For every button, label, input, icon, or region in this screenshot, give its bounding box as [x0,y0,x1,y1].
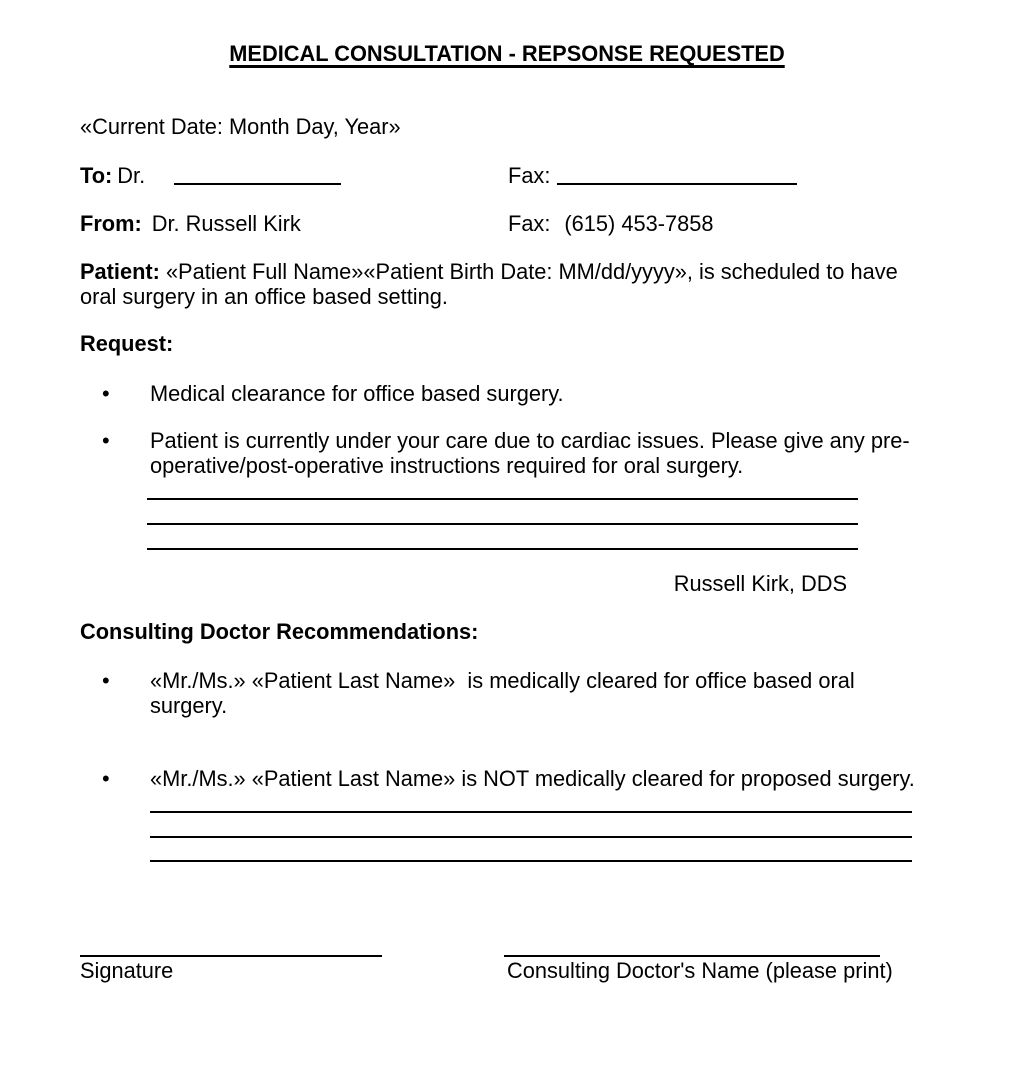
to-line [80,163,1014,188]
from-line [80,211,1014,236]
recommendation-blank-line-1 [150,811,912,813]
recommendation-bullet-text: «Mr./Ms.» «Patient Last Name» is medically cleared for office based oral surgery. [150,668,861,718]
signature-blank-line [80,955,382,957]
from-fax-group [508,211,713,236]
form-title: MEDICAL CONSULTATION - REPSONSE REQUESTED [229,41,785,66]
from-fax-number: (615) 453-7858 [564,211,714,236]
instructions-blank-line-1 [147,498,858,500]
to-fax-blank-line [557,181,797,185]
request-bullet-cardiac [100,428,925,478]
request-heading: Request: [80,331,174,356]
recommendation-bullet-not-cleared [100,766,925,791]
to-label: To: [80,163,113,188]
patient-merge-text: «Patient Full Name»«Patient Birth Date: MM/dd/yyyy», is scheduled to have oral surgery in an office based setting. [80,259,898,309]
recommendation-bullet-text: «Mr./Ms.» «Patient Last Name» is NOT medically cleared for proposed surgery. [150,766,915,791]
request-bullet-clearance [100,381,925,406]
recommendation-blank-line-3 [150,860,912,862]
from-label: From: [80,211,142,236]
signature-label: Signature [80,958,174,983]
bullet-icon: • [102,766,110,791]
to-fax-label: Fax: [508,163,551,188]
current-date-field: «Current Date: Month Day, Year» [80,114,401,139]
request-bullet-text: Patient is currently under your care due to cardiac issues. Please give any pre-operative/post-operative instructions required for oral surgery. [150,428,910,478]
instructions-blank-line-3 [147,548,858,550]
bullet-icon: • [102,381,110,406]
to-name-blank-line [174,181,341,185]
instructions-blank-line-2 [147,523,858,525]
bullet-icon: • [102,668,110,693]
request-bullet-text: Medical clearance for office based surgery. [150,381,564,406]
from-doctor-name: Dr. Russell Kirk [151,211,301,236]
bullet-icon: • [102,428,110,453]
consulting-doctor-name-blank-line [504,955,880,957]
signer-name: Russell Kirk, DDS [673,571,847,596]
to-fax-group [508,163,797,188]
consulting-doctor-name-label: Consulting Doctor's Name (please print) [507,958,893,983]
recommendation-bullet-cleared [100,668,925,718]
to-dr-prefix: Dr. [117,163,146,188]
recommendation-blank-line-2 [150,836,912,838]
patient-label: Patient: [80,259,160,284]
from-fax-label: Fax: [508,211,551,236]
patient-paragraph [80,259,915,309]
recommendations-heading: Consulting Doctor Recommendations: [80,619,479,644]
